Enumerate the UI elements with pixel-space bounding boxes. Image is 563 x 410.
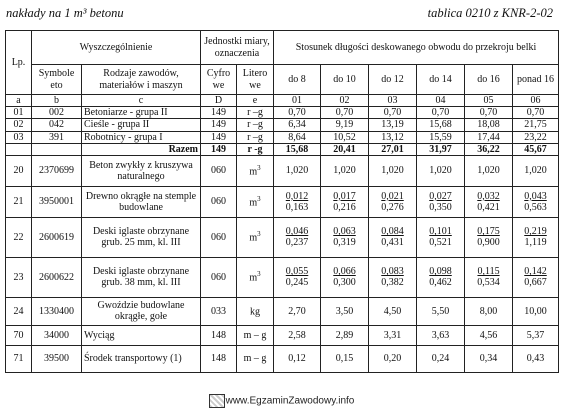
value-bottom: 0,163 <box>285 201 309 213</box>
row-symbol: 391 <box>32 131 82 143</box>
row-lp: 22 <box>6 217 32 257</box>
column-letter: 04 <box>417 95 465 107</box>
value-bottom: 0,300 <box>333 277 356 289</box>
value-bottom: 0,276 <box>381 201 404 213</box>
row-value: 0,24 <box>417 345 465 372</box>
value-top: 0,012 <box>285 190 309 202</box>
row-unit-code: 060 <box>201 257 237 297</box>
value-top: 0,017 <box>333 190 356 202</box>
row-unit <box>237 297 274 325</box>
value-top: 3,50 <box>335 305 354 317</box>
row-value <box>369 217 417 257</box>
row-value <box>465 297 513 325</box>
row-value: 8,64 <box>274 131 321 143</box>
razem-unit: r -g <box>237 143 274 155</box>
row-value: 0,20 <box>369 345 417 372</box>
value-bottom: 0,216 <box>333 201 356 213</box>
value-bottom: 0,350 <box>429 201 452 213</box>
row-lp: 03 <box>6 131 32 143</box>
row-value <box>274 257 321 297</box>
row-symbol: 39500 <box>32 345 82 372</box>
row-value <box>321 257 369 297</box>
row-value <box>465 186 513 217</box>
column-letter: D <box>201 95 237 107</box>
row-unit <box>237 257 274 297</box>
row-value <box>369 186 417 217</box>
row-name: Deski iglaste obrzynane grub. 25 mm, kl. III <box>82 217 201 257</box>
header-wyszczegolnienie: Wyszczególnienie <box>32 31 201 65</box>
value-bottom: 0,382 <box>381 277 404 289</box>
row-name: Środek transportowy (1) <box>82 345 201 372</box>
value-bottom: 0,237 <box>285 237 309 249</box>
unit-exponent: 3 <box>257 270 261 279</box>
row-value <box>513 155 559 186</box>
row-value: 5,37 <box>513 325 559 345</box>
row-value <box>513 297 559 325</box>
row-value <box>513 186 559 217</box>
value-top: 0,101 <box>429 226 452 238</box>
value-top: 0,175 <box>477 226 500 238</box>
row-unit: r –g <box>237 119 274 131</box>
header-symbole: Symbole eto <box>32 65 82 95</box>
value-top: 0,043 <box>524 190 547 202</box>
row-name: Deski iglaste obrzynane grub. 38 mm, kl. III <box>82 257 201 297</box>
knr-table <box>5 30 559 373</box>
row-value: 0,70 <box>369 107 417 119</box>
row-value: 23,22 <box>513 131 559 143</box>
value-top: 1,020 <box>524 165 547 177</box>
column-letter: 02 <box>321 95 369 107</box>
row-symbol: 2600622 <box>32 257 82 297</box>
row-value <box>513 257 559 297</box>
row-unit <box>237 186 274 217</box>
value-top: 1,020 <box>477 165 500 177</box>
row-unit: r –g <box>237 131 274 143</box>
row-value: 0,34 <box>465 345 513 372</box>
unit-exponent: 3 <box>257 194 261 203</box>
column-letter: a <box>6 95 32 107</box>
row-unit-code: 060 <box>201 186 237 217</box>
egzamin-logo-icon <box>209 394 225 408</box>
row-value <box>321 186 369 217</box>
row-value: 0,70 <box>513 107 559 119</box>
row-value: 0,15 <box>321 345 369 372</box>
razem-empty <box>6 143 32 155</box>
column-letter: b <box>32 95 82 107</box>
row-value: 15,68 <box>417 119 465 131</box>
value-top: 1,020 <box>333 165 356 177</box>
row-unit: m – g <box>237 345 274 372</box>
row-value: 0,70 <box>417 107 465 119</box>
row-value <box>274 297 321 325</box>
row-value <box>369 297 417 325</box>
row-value <box>417 217 465 257</box>
unit-text: m <box>249 166 258 177</box>
value-top: 0,066 <box>333 266 356 278</box>
header-rodzaje: Rodzaje zawodów, materiałów i maszyn <box>82 65 201 95</box>
row-name: Beton zwykły z kruszywa naturalnego <box>82 155 201 186</box>
value-top: 0,055 <box>285 266 309 278</box>
column-letter: 01 <box>274 95 321 107</box>
value-bottom: 1,119 <box>524 237 547 249</box>
row-value: 0,12 <box>274 345 321 372</box>
row-symbol: 002 <box>32 107 82 119</box>
row-name: Cieśle - grupa II <box>82 119 201 131</box>
row-name: Drewno okrągłe na stemple budowlane <box>82 186 201 217</box>
header-stosunek: Stosunek długości deskowanego obwodu do przekroju belki <box>274 31 559 65</box>
row-value: 0,70 <box>321 107 369 119</box>
row-unit-code: 033 <box>201 297 237 325</box>
row-lp: 02 <box>6 119 32 131</box>
unit-text: m <box>249 232 258 244</box>
header-range: do 14 <box>417 65 465 95</box>
row-value: 0,70 <box>274 107 321 119</box>
row-value <box>417 297 465 325</box>
value-bottom: 0,667 <box>524 277 547 289</box>
column-letter: e <box>237 95 274 107</box>
value-top: 10,00 <box>524 305 547 317</box>
razem-value: 45,67 <box>513 143 559 155</box>
row-value: 17,44 <box>465 131 513 143</box>
row-lp: 24 <box>6 297 32 325</box>
row-value <box>417 155 465 186</box>
row-unit: r –g <box>237 107 274 119</box>
document-subtitle: nakłady na 1 m³ betonu <box>6 6 124 20</box>
razem-value: 36,22 <box>465 143 513 155</box>
value-bottom: 0,534 <box>477 277 500 289</box>
row-value <box>321 297 369 325</box>
value-top: 0,027 <box>429 190 452 202</box>
row-lp: 20 <box>6 155 32 186</box>
row-value: 15,59 <box>417 131 465 143</box>
value-top: 1,020 <box>381 165 404 177</box>
unit-text: m <box>249 272 258 284</box>
row-value <box>321 155 369 186</box>
column-letter: 05 <box>465 95 513 107</box>
header-jednostki: Jednostki miary, oznaczenia <box>201 31 274 65</box>
header-cyfrowe: Cyfro we <box>201 65 237 95</box>
unit-exponent: 3 <box>257 230 261 239</box>
header-range: do 8 <box>274 65 321 95</box>
value-top: 0,098 <box>429 266 452 278</box>
row-value: 4,56 <box>465 325 513 345</box>
row-unit <box>237 155 274 186</box>
row-name: Betoniarze - grupa II <box>82 107 201 119</box>
razem-unit-code: 149 <box>201 143 237 155</box>
row-value <box>369 155 417 186</box>
value-bottom: 0,319 <box>333 237 356 249</box>
row-value <box>513 217 559 257</box>
row-value <box>465 217 513 257</box>
row-value: 9,19 <box>321 119 369 131</box>
row-value: 13,12 <box>369 131 417 143</box>
row-name: Gwoździe budowlane okrągłe, gołe <box>82 297 201 325</box>
row-value: 10,52 <box>321 131 369 143</box>
row-lp: 01 <box>6 107 32 119</box>
header-lp: Lp. <box>6 31 32 95</box>
razem-empty <box>32 143 82 155</box>
value-top: 0,063 <box>333 226 356 238</box>
column-letter: c <box>82 95 201 107</box>
row-lp: 23 <box>6 257 32 297</box>
value-top: 0,046 <box>285 226 309 238</box>
row-name: Wyciąg <box>82 325 201 345</box>
column-letter: 06 <box>513 95 559 107</box>
value-top: 1,020 <box>429 165 452 177</box>
row-value <box>274 217 321 257</box>
table-reference: tablica 0210 z KNR-2-02 <box>427 6 553 20</box>
value-top: 8,00 <box>479 305 498 317</box>
row-symbol: 2370699 <box>32 155 82 186</box>
value-bottom: 0,245 <box>285 277 309 289</box>
row-symbol: 2600619 <box>32 217 82 257</box>
unit-text: kg <box>250 306 261 318</box>
razem-value: 31,97 <box>417 143 465 155</box>
row-unit-code: 060 <box>201 155 237 186</box>
row-unit-code: 060 <box>201 217 237 257</box>
row-symbol: 3950001 <box>32 186 82 217</box>
header-literowe: Litero we <box>237 65 274 95</box>
row-value: 2,58 <box>274 325 321 345</box>
row-unit-code: 148 <box>201 345 237 372</box>
value-bottom: 0,431 <box>381 237 404 249</box>
row-lp: 71 <box>6 345 32 372</box>
unit-text: m <box>249 197 258 208</box>
value-bottom: 0,421 <box>477 201 500 213</box>
column-letter: 03 <box>369 95 417 107</box>
row-symbol: 34000 <box>32 325 82 345</box>
row-unit-code: 149 <box>201 119 237 131</box>
row-symbol: 042 <box>32 119 82 131</box>
value-top: 4,50 <box>383 305 402 317</box>
razem-value: 20,41 <box>321 143 369 155</box>
row-value: 3,31 <box>369 325 417 345</box>
row-value <box>274 155 321 186</box>
value-top: 0,083 <box>381 266 404 278</box>
row-unit-code: 149 <box>201 107 237 119</box>
header-range: do 12 <box>369 65 417 95</box>
row-value <box>369 257 417 297</box>
value-top: 0,142 <box>524 266 547 278</box>
value-top: 2,70 <box>288 305 306 317</box>
value-top: 0,219 <box>524 226 547 238</box>
row-value: 0,43 <box>513 345 559 372</box>
watermark-text: www.EgzaminZawodowy.info <box>225 395 355 407</box>
watermark <box>0 394 563 408</box>
row-value <box>465 155 513 186</box>
value-top: 0,021 <box>381 190 404 202</box>
row-name: Robotnicy - grupa I <box>82 131 201 143</box>
value-top: 0,115 <box>477 266 500 278</box>
row-value <box>417 257 465 297</box>
row-value: 18,08 <box>465 119 513 131</box>
value-bottom: 0,900 <box>477 237 500 249</box>
row-value: 6,34 <box>274 119 321 131</box>
row-value <box>465 257 513 297</box>
row-unit <box>237 217 274 257</box>
row-value <box>274 186 321 217</box>
value-top: 1,020 <box>285 165 309 177</box>
row-value <box>321 217 369 257</box>
row-lp: 70 <box>6 325 32 345</box>
value-bottom: 0,521 <box>429 237 452 249</box>
row-value: 2,89 <box>321 325 369 345</box>
razem-label: Razem <box>82 143 201 155</box>
razem-value: 15,68 <box>274 143 321 155</box>
row-value: 3,63 <box>417 325 465 345</box>
razem-value: 27,01 <box>369 143 417 155</box>
row-lp: 21 <box>6 186 32 217</box>
value-top: 0,084 <box>381 226 404 238</box>
value-bottom: 0,563 <box>524 201 547 213</box>
row-unit: m – g <box>237 325 274 345</box>
row-value: 21,75 <box>513 119 559 131</box>
row-unit-code: 148 <box>201 325 237 345</box>
header-range: ponad 16 <box>513 65 559 95</box>
header-range: do 10 <box>321 65 369 95</box>
unit-exponent: 3 <box>257 163 261 172</box>
value-top: 0,032 <box>477 190 500 202</box>
value-bottom: 0,462 <box>429 277 452 289</box>
value-top: 5,50 <box>431 305 450 317</box>
row-value <box>417 186 465 217</box>
header-range: do 16 <box>465 65 513 95</box>
row-value: 13,19 <box>369 119 417 131</box>
row-unit-code: 149 <box>201 131 237 143</box>
row-symbol: 1330400 <box>32 297 82 325</box>
row-value: 0,70 <box>465 107 513 119</box>
